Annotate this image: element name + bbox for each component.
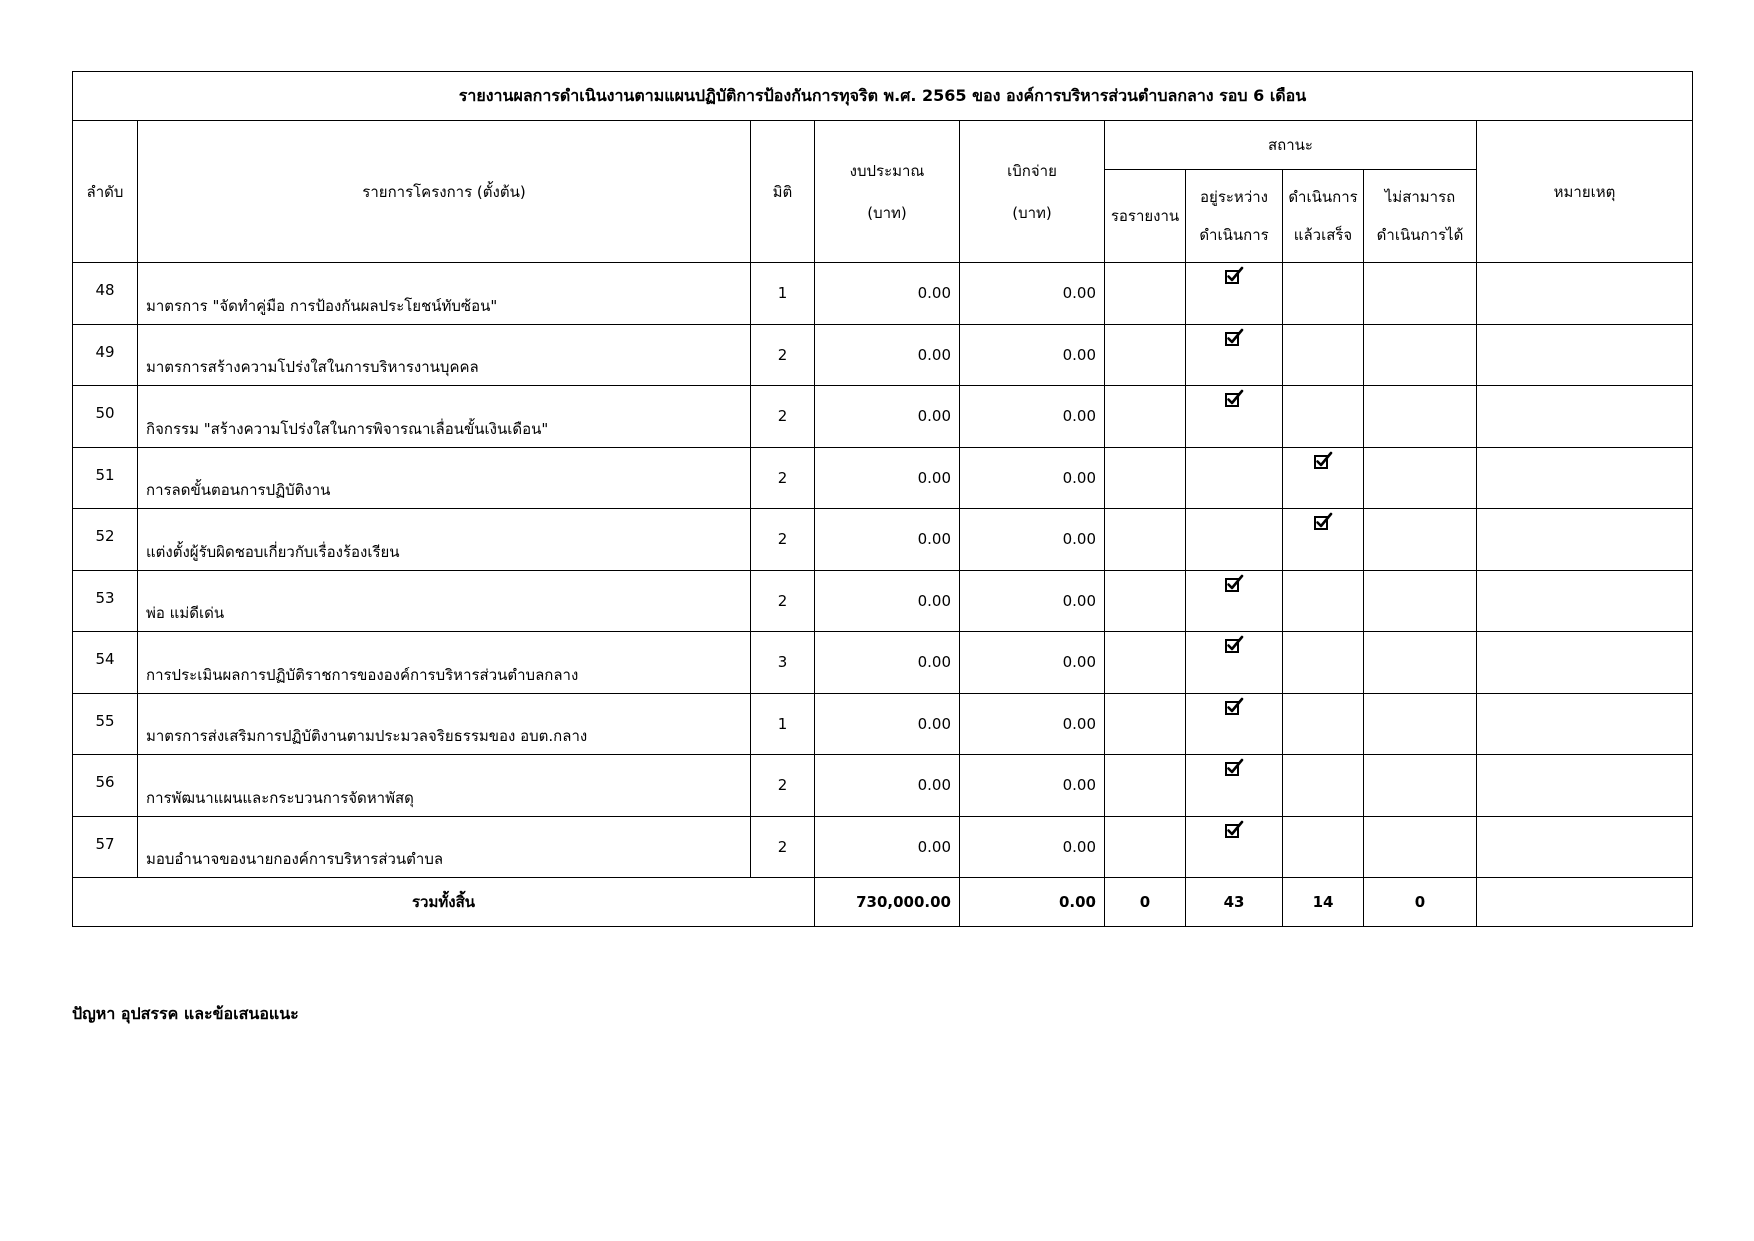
row-status-waiting (1105, 632, 1186, 694)
row-remarks (1477, 693, 1693, 755)
row-number: 53 (73, 570, 138, 632)
row-number: 49 (73, 324, 138, 386)
row-budget: 0.00 (815, 263, 960, 325)
row-disbursed: 0.00 (960, 816, 1105, 878)
row-number: 56 (73, 755, 138, 817)
header-disbursed-line1: เบิกจ่าย (1007, 161, 1057, 180)
row-status-done (1283, 816, 1364, 878)
row-status-unable (1364, 693, 1477, 755)
row-status-in-progress (1186, 755, 1283, 817)
row-remarks (1477, 509, 1693, 571)
row-status-in-progress (1186, 693, 1283, 755)
table-row (73, 755, 1693, 817)
header-remarks: หมายเหตุ (1477, 121, 1693, 263)
header-status-done-line2: แล้วเสร็จ (1293, 226, 1353, 244)
row-number: 50 (73, 386, 138, 448)
row-status-in-progress (1186, 263, 1283, 325)
header-status: สถานะ (1105, 121, 1477, 170)
row-status-unable (1364, 263, 1477, 325)
row-budget: 0.00 (815, 386, 960, 448)
total-disbursed: 0.00 (960, 878, 1105, 927)
table-row (73, 693, 1693, 755)
row-dimension: 2 (751, 324, 815, 386)
row-status-in-progress (1186, 509, 1283, 571)
row-dimension: 2 (751, 816, 815, 878)
row-remarks (1477, 816, 1693, 878)
row-dimension: 1 (751, 263, 815, 325)
row-project: มาตรการส่งเสริมการปฏิบัติงานตามประมวลจริยธรรมของ อบต.กลาง (138, 693, 751, 755)
row-project: พ่อ แม่ดีเด่น (138, 570, 751, 632)
row-disbursed: 0.00 (960, 447, 1105, 509)
total-unable: 0 (1364, 878, 1477, 927)
header-status-done (1283, 170, 1364, 263)
row-remarks (1477, 755, 1693, 817)
row-status-waiting (1105, 263, 1186, 325)
row-status-in-progress (1186, 570, 1283, 632)
total-label: รวมทั้งสิ้น (73, 878, 815, 927)
row-budget: 0.00 (815, 324, 960, 386)
header-status-unable-line2: ดำเนินการได้ (1376, 226, 1464, 244)
row-number: 51 (73, 447, 138, 509)
row-project: การลดขั้นตอนการปฏิบัติงาน (138, 447, 751, 509)
row-status-unable (1364, 755, 1477, 817)
row-status-done (1283, 386, 1364, 448)
row-status-done (1283, 632, 1364, 694)
row-budget: 0.00 (815, 632, 960, 694)
header-budget (815, 121, 960, 263)
row-disbursed: 0.00 (960, 570, 1105, 632)
table-row (73, 324, 1693, 386)
row-remarks (1477, 632, 1693, 694)
row-dimension: 2 (751, 386, 815, 448)
row-remarks (1477, 447, 1693, 509)
row-status-in-progress (1186, 816, 1283, 878)
total-waiting: 0 (1105, 878, 1186, 927)
total-remarks (1477, 878, 1693, 927)
row-disbursed: 0.00 (960, 693, 1105, 755)
header-project: รายการโครงการ (ตั้งต้น) (138, 121, 751, 263)
row-project: มาตรการ "จัดทำคู่มือ การป้องกันผลประโยชน์ทับซ้อน" (138, 263, 751, 325)
table-row (73, 386, 1693, 448)
row-status-waiting (1105, 816, 1186, 878)
row-status-waiting (1105, 755, 1186, 817)
row-status-waiting (1105, 447, 1186, 509)
row-project: มาตรการสร้างความโปร่งใสในการบริหารงานบุคคล (138, 324, 751, 386)
checked-box-icon (1224, 758, 1244, 778)
checked-box-icon (1224, 328, 1244, 348)
row-status-done (1283, 324, 1364, 386)
row-budget: 0.00 (815, 447, 960, 509)
row-disbursed: 0.00 (960, 324, 1105, 386)
row-status-unable (1364, 386, 1477, 448)
report-title: รายงานผลการดำเนินงานตามแผนปฏิบัติการป้องกันการทุจริต พ.ศ. 2565 ของ องค์การบริหารส่วนตำบลกลาง รอบ 6 เดือน (73, 72, 1693, 121)
header-status-done-line1: ดำเนินการ (1288, 188, 1358, 206)
header-budget-line2: (บาท) (867, 203, 907, 222)
header-disbursed-line2: (บาท) (1012, 203, 1052, 222)
row-budget: 0.00 (815, 693, 960, 755)
total-in-progress: 43 (1186, 878, 1283, 927)
report-table (72, 71, 1693, 927)
row-project: แต่งตั้งผู้รับผิดชอบเกี่ยวกับเรื่องร้องเรียน (138, 509, 751, 571)
checked-box-icon (1313, 451, 1333, 471)
header-status-in-progress-line1: อยู่ระหว่าง (1200, 188, 1268, 206)
row-status-unable (1364, 447, 1477, 509)
row-number: 57 (73, 816, 138, 878)
header-status-unable-line1: ไม่สามารถ (1384, 188, 1456, 206)
row-budget: 0.00 (815, 570, 960, 632)
row-status-waiting (1105, 570, 1186, 632)
total-row (73, 878, 1693, 927)
row-number: 55 (73, 693, 138, 755)
row-status-unable (1364, 324, 1477, 386)
checked-box-icon (1224, 697, 1244, 717)
row-status-in-progress (1186, 447, 1283, 509)
table-row (73, 632, 1693, 694)
row-remarks (1477, 570, 1693, 632)
table-row (73, 570, 1693, 632)
row-status-done (1283, 447, 1364, 509)
row-dimension: 2 (751, 570, 815, 632)
header-status-unable (1364, 170, 1477, 263)
table-row (73, 447, 1693, 509)
row-project: กิจกรรม "สร้างความโปร่งใสในการพิจารณาเลื่อนขั้นเงินเดือน" (138, 386, 751, 448)
row-status-in-progress (1186, 324, 1283, 386)
row-status-waiting (1105, 324, 1186, 386)
table-body (73, 263, 1693, 878)
row-status-unable (1364, 632, 1477, 694)
row-status-done (1283, 263, 1364, 325)
problems-heading: ปัญหา อุปสรรค และข้อเสนอแนะ (72, 1004, 299, 1023)
row-status-unable (1364, 509, 1477, 571)
table-row (73, 263, 1693, 325)
row-dimension: 2 (751, 509, 815, 571)
row-status-in-progress (1186, 632, 1283, 694)
row-dimension: 2 (751, 447, 815, 509)
row-dimension: 1 (751, 693, 815, 755)
row-project: มอบอำนาจของนายกองค์การบริหารส่วนตำบล (138, 816, 751, 878)
checked-box-icon (1224, 635, 1244, 655)
row-disbursed: 0.00 (960, 263, 1105, 325)
row-status-waiting (1105, 386, 1186, 448)
header-status-waiting-label: รอรายงาน (1110, 207, 1180, 225)
row-budget: 0.00 (815, 755, 960, 817)
row-status-done (1283, 755, 1364, 817)
row-budget: 0.00 (815, 816, 960, 878)
total-done: 14 (1283, 878, 1364, 927)
row-status-waiting (1105, 693, 1186, 755)
row-number: 52 (73, 509, 138, 571)
checked-box-icon (1224, 389, 1244, 409)
header-status-in-progress-line2: ดำเนินการ (1199, 226, 1269, 244)
row-disbursed: 0.00 (960, 386, 1105, 448)
row-remarks (1477, 386, 1693, 448)
table-row (73, 509, 1693, 571)
row-project: การพัฒนาแผนและกระบวนการจัดหาพัสดุ (138, 755, 751, 817)
row-number: 48 (73, 263, 138, 325)
row-status-done (1283, 570, 1364, 632)
checked-box-icon (1224, 266, 1244, 286)
row-status-done (1283, 693, 1364, 755)
row-status-unable (1364, 570, 1477, 632)
row-dimension: 3 (751, 632, 815, 694)
row-budget: 0.00 (815, 509, 960, 571)
checked-box-icon (1224, 820, 1244, 840)
table-row (73, 816, 1693, 878)
row-disbursed: 0.00 (960, 509, 1105, 571)
total-budget: 730,000.00 (815, 878, 960, 927)
header-dimension: มิติ (751, 121, 815, 263)
checked-box-icon (1313, 512, 1333, 532)
checked-box-icon (1224, 574, 1244, 594)
header-status-in-progress (1186, 170, 1283, 263)
row-project: การประเมินผลการปฏิบัติราชการขององค์การบริหารส่วนตำบลกลาง (138, 632, 751, 694)
row-disbursed: 0.00 (960, 755, 1105, 817)
row-number: 54 (73, 632, 138, 694)
row-remarks (1477, 324, 1693, 386)
row-status-in-progress (1186, 386, 1283, 448)
row-dimension: 2 (751, 755, 815, 817)
header-no: ลำดับ (73, 121, 138, 263)
header-status-waiting (1105, 170, 1186, 263)
header-disbursed (960, 121, 1105, 263)
row-remarks (1477, 263, 1693, 325)
row-status-unable (1364, 816, 1477, 878)
row-disbursed: 0.00 (960, 632, 1105, 694)
row-status-done (1283, 509, 1364, 571)
row-status-waiting (1105, 509, 1186, 571)
header-budget-line1: งบประมาณ (849, 161, 925, 180)
